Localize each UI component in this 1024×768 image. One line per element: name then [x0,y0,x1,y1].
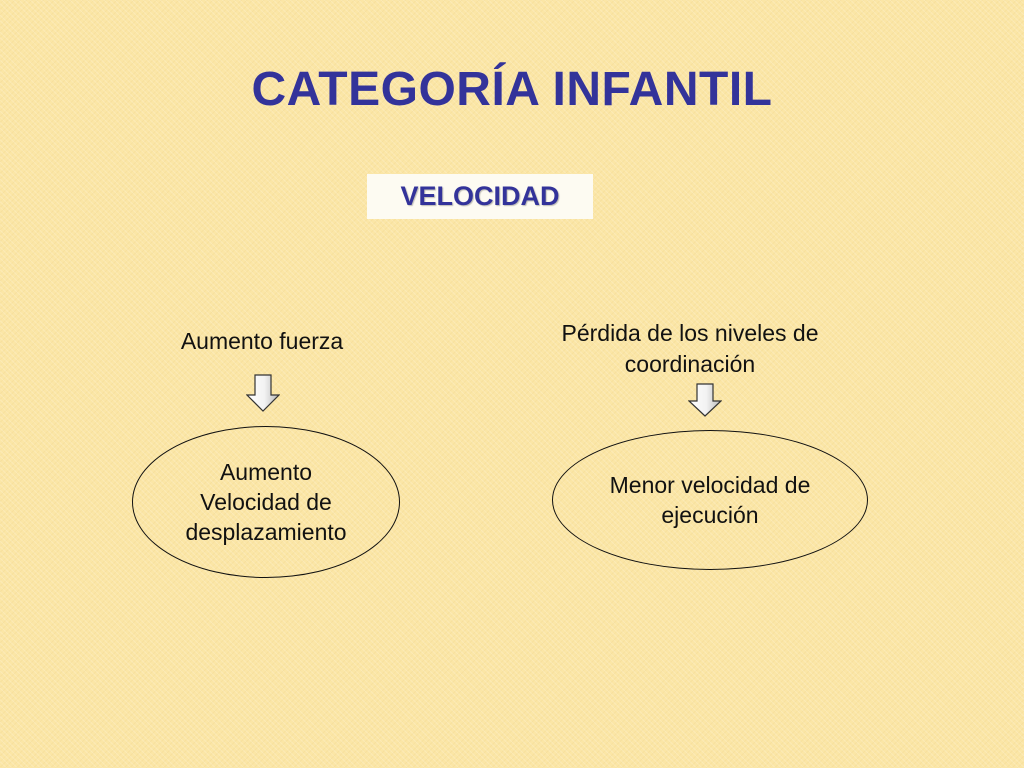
subtitle-box [367,174,593,219]
down-arrow-icon [688,383,722,417]
right-effect-text: Menor velocidad de ejecución [609,472,811,528]
right-cause-label: Pérdida de los niveles de coordinación [561,320,819,377]
left-cause-label: Aumento fuerza [180,328,344,354]
page-title: CATEGORÍA INFANTIL [251,63,773,116]
subtitle: VELOCIDAD [400,181,560,211]
left-effect-text: Aumento Velocidad de desplazamiento [185,459,347,545]
down-arrow-icon [246,374,280,412]
right-effect-ellipse [552,430,868,570]
left-effect-ellipse [132,426,400,578]
